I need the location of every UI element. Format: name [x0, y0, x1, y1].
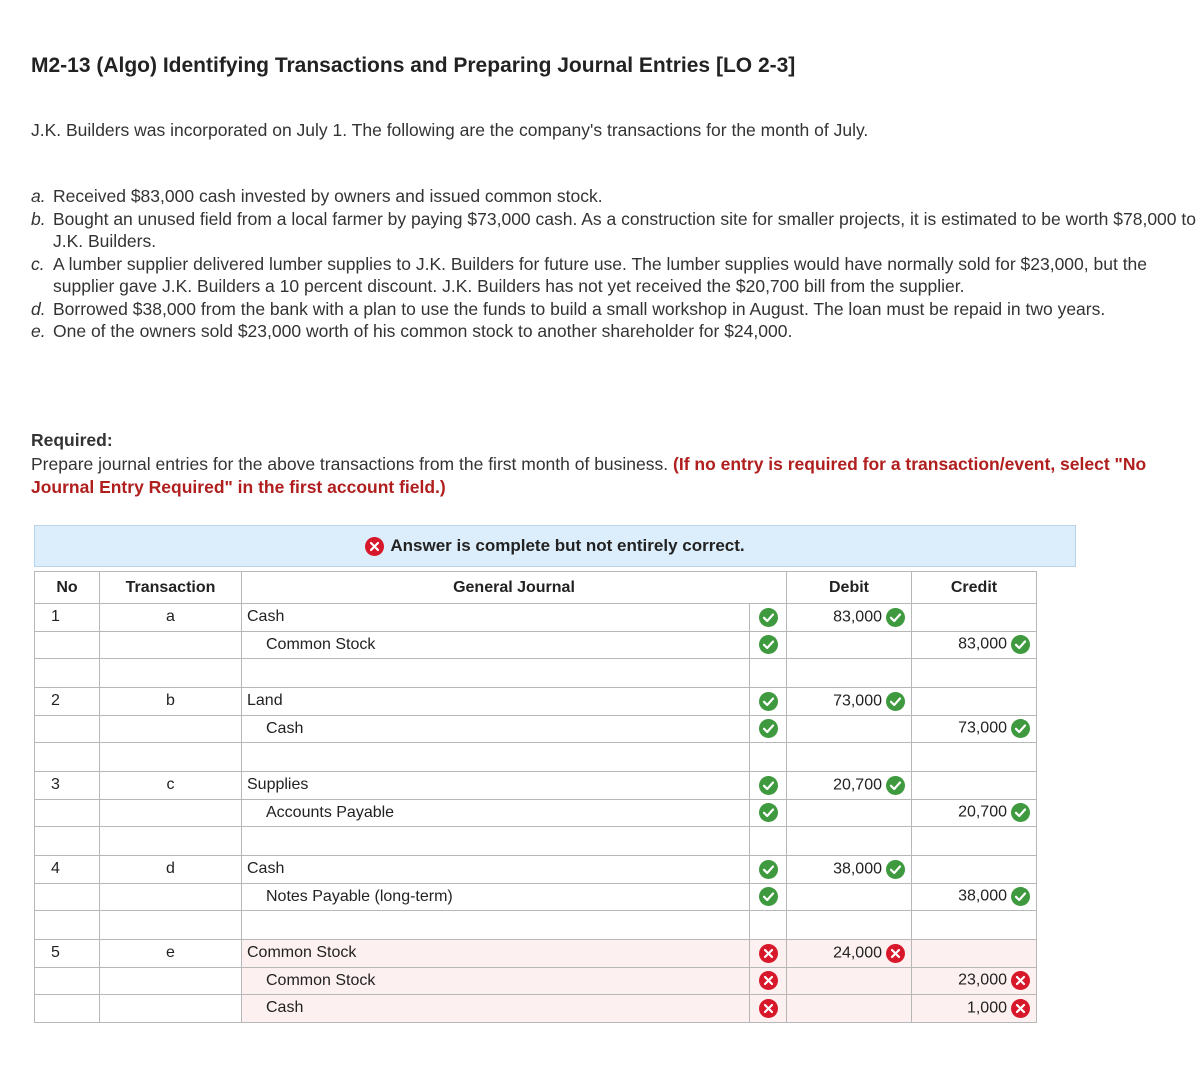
debit-field[interactable]	[787, 856, 912, 884]
account-field[interactable]: Common Stock	[242, 967, 750, 995]
banner-text: Answer is complete but not entirely correct.	[390, 536, 745, 555]
entry-transaction	[100, 799, 242, 827]
check-icon	[759, 860, 778, 879]
transaction-label: e.	[31, 321, 46, 341]
transaction-text: A lumber supplier delivered lumber supplies to J.K. Builders for future use. The lumber supplies would have normally sold for $23,000, but the supplier gave J.K. Builders a 10 percent discount. J.K. Builders has not yet received the $20,700 bill from the supplier.	[53, 253, 1148, 296]
entry-transaction: b	[100, 688, 242, 716]
credit-field[interactable]	[912, 631, 1037, 659]
account-field[interactable]: Accounts Payable	[242, 799, 750, 827]
credit-value: 1,000	[966, 999, 1007, 1017]
account-field[interactable]: Cash	[242, 856, 750, 884]
debit-field[interactable]	[787, 604, 912, 632]
empty-cell	[912, 659, 1037, 688]
account-status	[750, 799, 787, 827]
empty-cell	[100, 911, 242, 940]
debit-value: 20,700	[833, 776, 882, 794]
header-debit: Debit	[787, 572, 912, 604]
account-status	[750, 715, 787, 743]
table-row	[35, 772, 1037, 800]
table-row	[35, 995, 1037, 1023]
entry-number: 3	[35, 772, 100, 800]
credit-field[interactable]	[912, 967, 1037, 995]
header-no: No	[35, 572, 100, 604]
empty-cell	[750, 743, 787, 772]
transaction-text: Bought an unused field from a local farmer by paying $73,000 cash. As a construction site for smaller projects, it is estimated to be worth $78,000 to J.K. Builders.	[53, 208, 1196, 251]
transaction-label: b.	[31, 208, 46, 229]
credit-field[interactable]	[912, 995, 1037, 1023]
empty-cell	[787, 911, 912, 940]
empty-cell	[100, 743, 242, 772]
table-header-row	[35, 572, 1037, 604]
x-icon	[1011, 971, 1030, 990]
account-status	[750, 631, 787, 659]
check-icon	[1011, 887, 1030, 906]
account-field[interactable]: Land	[242, 688, 750, 716]
entry-transaction	[100, 883, 242, 911]
debit-field[interactable]	[787, 995, 912, 1023]
x-icon	[759, 971, 778, 990]
credit-value: 38,000	[958, 887, 1007, 905]
account-status	[750, 604, 787, 632]
empty-cell	[787, 743, 912, 772]
required-heading: Required:	[31, 430, 113, 450]
empty-cell	[242, 911, 750, 940]
empty-cell	[912, 827, 1037, 856]
required-instructions: Prepare journal entries for the above transactions from the first month of business.	[31, 454, 669, 474]
check-icon	[759, 608, 778, 627]
spacer-row	[35, 743, 1037, 772]
check-icon	[886, 776, 905, 795]
debit-value: 83,000	[833, 608, 882, 626]
empty-cell	[100, 827, 242, 856]
entry-transaction: c	[100, 772, 242, 800]
transaction-text: Received $83,000 cash invested by owners and issued common stock.	[53, 186, 603, 206]
table-row	[35, 940, 1037, 968]
account-field[interactable]: Common Stock	[242, 631, 750, 659]
entry-transaction	[100, 715, 242, 743]
entry-transaction	[100, 967, 242, 995]
entry-number	[35, 995, 100, 1023]
entry-number	[35, 883, 100, 911]
empty-cell	[242, 743, 750, 772]
empty-cell	[912, 743, 1037, 772]
entry-number	[35, 967, 100, 995]
intro-text: J.K. Builders was incorporated on July 1. The following are the company's transactions for the month of July.	[31, 120, 869, 140]
spacer-row	[35, 827, 1037, 856]
credit-field[interactable]	[912, 940, 1037, 968]
entry-transaction: e	[100, 940, 242, 968]
empty-cell	[912, 911, 1037, 940]
x-icon	[759, 999, 778, 1018]
credit-field[interactable]	[912, 715, 1037, 743]
empty-cell	[787, 827, 912, 856]
transaction-label: a.	[31, 186, 46, 206]
credit-value: 73,000	[958, 719, 1007, 737]
x-icon	[759, 944, 778, 963]
table-row	[35, 856, 1037, 884]
empty-cell	[242, 659, 750, 688]
empty-cell	[750, 827, 787, 856]
transaction-item	[31, 253, 1196, 298]
table-row	[35, 715, 1037, 743]
required-note: (If no entry is required for a transaction/event, select "No Journal Entry Required" in the first account field.)	[31, 454, 1147, 497]
x-circle-icon	[365, 537, 384, 556]
answer-status-banner	[34, 525, 1076, 567]
page-title: M2-13 (Algo) Identifying Transactions and Preparing Journal Entries [LO 2-3]	[31, 54, 796, 77]
check-icon	[759, 803, 778, 822]
account-field[interactable]: Supplies	[242, 772, 750, 800]
check-icon	[886, 860, 905, 879]
account-status	[750, 688, 787, 716]
check-icon	[1011, 803, 1030, 822]
empty-cell	[35, 659, 100, 688]
transaction-item	[31, 298, 1196, 321]
credit-value: 83,000	[958, 635, 1007, 653]
credit-field[interactable]	[912, 799, 1037, 827]
transaction-text: Borrowed $38,000 from the bank with a plan to use the funds to build a small workshop in August. The loan must be repaid in two years.	[53, 298, 1106, 319]
debit-field[interactable]	[787, 883, 912, 911]
credit-field[interactable]	[912, 688, 1037, 716]
empty-cell	[750, 659, 787, 688]
debit-field[interactable]	[787, 715, 912, 743]
empty-cell	[35, 743, 100, 772]
check-icon	[886, 692, 905, 711]
journal-table	[34, 571, 1037, 1023]
entry-transaction: a	[100, 604, 242, 632]
account-field[interactable]: Cash	[242, 715, 750, 743]
debit-value: 38,000	[833, 860, 882, 878]
account-field[interactable]: Notes Payable (long-term)	[242, 883, 750, 911]
debit-field[interactable]	[787, 631, 912, 659]
required-text	[31, 453, 1191, 498]
account-status	[750, 772, 787, 800]
table-row	[35, 631, 1037, 659]
entry-number	[35, 631, 100, 659]
header-general-journal: General Journal	[242, 572, 787, 604]
empty-cell	[242, 827, 750, 856]
entry-transaction	[100, 995, 242, 1023]
credit-value: 20,700	[958, 803, 1007, 821]
entry-number: 5	[35, 940, 100, 968]
entry-number: 4	[35, 856, 100, 884]
credit-field[interactable]	[912, 772, 1037, 800]
spacer-row	[35, 659, 1037, 688]
x-icon	[1011, 999, 1030, 1018]
table-row	[35, 883, 1037, 911]
entry-transaction	[100, 631, 242, 659]
entry-transaction: d	[100, 856, 242, 884]
credit-field[interactable]	[912, 604, 1037, 632]
transaction-item	[31, 320, 1196, 343]
entry-number: 1	[35, 604, 100, 632]
account-field[interactable]: Common Stock	[242, 940, 750, 968]
entry-number	[35, 715, 100, 743]
check-icon	[759, 719, 778, 738]
entry-number	[35, 799, 100, 827]
debit-field[interactable]	[787, 967, 912, 995]
check-icon	[759, 635, 778, 654]
transaction-text: One of the owners sold $23,000 worth of his common stock to another shareholder for $24,000.	[53, 321, 793, 341]
transaction-label: c.	[31, 253, 45, 274]
transaction-item	[31, 185, 1196, 208]
account-status	[750, 856, 787, 884]
debit-value: 24,000	[833, 944, 882, 962]
empty-cell	[100, 659, 242, 688]
account-field[interactable]: Cash	[242, 604, 750, 632]
table-row	[35, 688, 1037, 716]
empty-cell	[750, 911, 787, 940]
debit-field[interactable]	[787, 799, 912, 827]
transaction-item	[31, 208, 1196, 253]
credit-value: 23,000	[958, 971, 1007, 989]
table-row	[35, 967, 1037, 995]
table-row	[35, 799, 1037, 827]
credit-field[interactable]	[912, 856, 1037, 884]
check-icon	[886, 608, 905, 627]
empty-cell	[787, 659, 912, 688]
header-credit: Credit	[912, 572, 1037, 604]
empty-cell	[35, 911, 100, 940]
check-icon	[759, 776, 778, 795]
account-status	[750, 995, 787, 1023]
debit-field[interactable]	[787, 940, 912, 968]
x-icon	[886, 944, 905, 963]
account-status	[750, 883, 787, 911]
header-transaction: Transaction	[100, 572, 242, 604]
check-icon	[759, 887, 778, 906]
check-icon	[1011, 635, 1030, 654]
spacer-row	[35, 911, 1037, 940]
table-row	[35, 604, 1037, 632]
credit-field[interactable]	[912, 883, 1037, 911]
debit-value: 73,000	[833, 692, 882, 710]
account-field[interactable]: Cash	[242, 995, 750, 1023]
account-status	[750, 967, 787, 995]
transaction-label: d.	[31, 298, 46, 319]
entry-number: 2	[35, 688, 100, 716]
check-icon	[1011, 719, 1030, 738]
debit-field[interactable]	[787, 688, 912, 716]
debit-field[interactable]	[787, 772, 912, 800]
empty-cell	[35, 827, 100, 856]
check-icon	[759, 692, 778, 711]
account-status	[750, 940, 787, 968]
transaction-list	[31, 185, 1196, 343]
